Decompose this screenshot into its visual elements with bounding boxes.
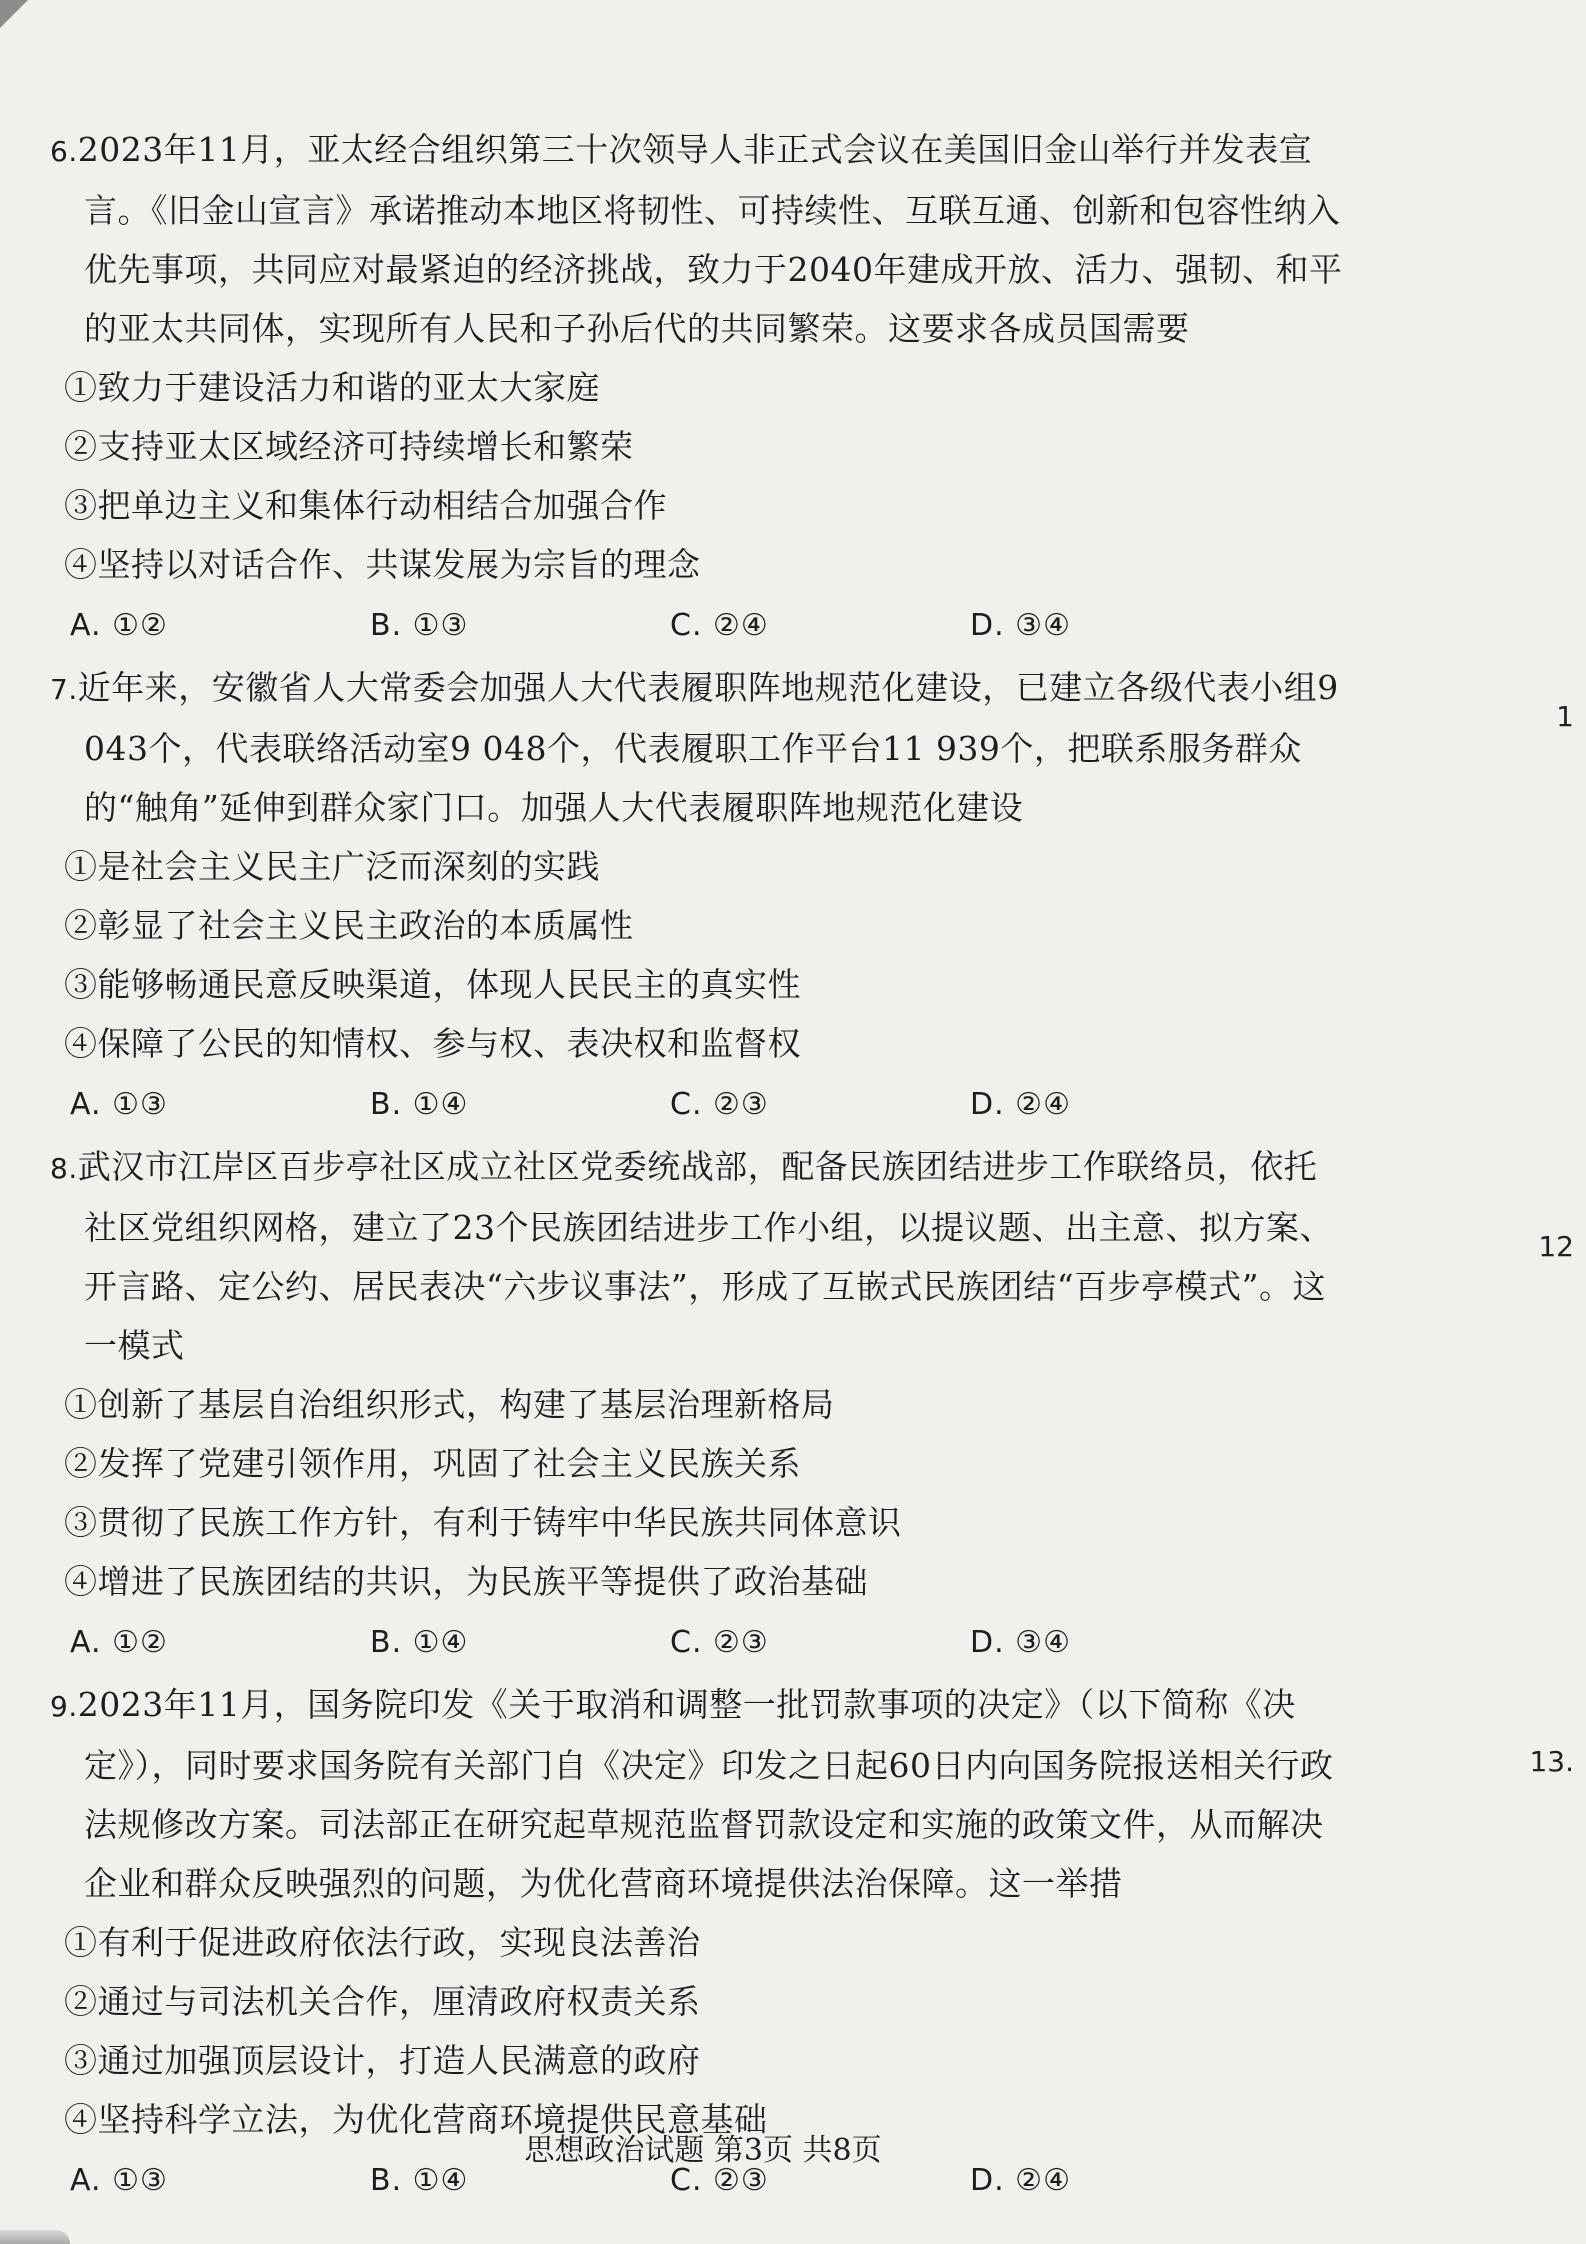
question-6 (50, 120, 1350, 656)
option-1: ①创新了基层自治组织形式，构建了基层治理新格局 (64, 1385, 835, 1424)
option-1: ①致力于建设活力和谐的亚太大家庭 (64, 368, 600, 407)
choice-c[interactable]: C. ②③ (670, 1086, 769, 1122)
option-4: ④坚持以对话合作、共谋发展为宗旨的理念 (64, 545, 701, 584)
option-2: ②发挥了党建引领作用，巩固了社会主义民族关系 (64, 1444, 801, 1483)
choice-a[interactable]: A. ①③ (70, 2162, 168, 2198)
question-number: 7. (50, 673, 78, 706)
option-2: ②通过与司法机关合作，厘清政府权责关系 (64, 1982, 701, 2021)
choice-c[interactable]: C. ②④ (670, 607, 769, 643)
option-1: ①是社会主义民主广泛而深刻的实践 (64, 847, 600, 886)
question-number: 8. (50, 1152, 78, 1185)
answer-choices (50, 1073, 1350, 1135)
question-8 (50, 1137, 1350, 1673)
exam-page (50, 120, 1350, 2213)
next-column-mark: 13. (1529, 1745, 1574, 1778)
question-text: 2023年11月，亚太经合组织第三十次领导人非正式会议在美国旧金山举行并发表宣言。《旧金山宣言》承诺推动本地区将韧性、可持续性、互联互通、创新和包容性纳入优先事项，共同应对最紧迫的经济挑战，致力于2040年建成开放、活力、强韧、和平的亚太共同体，实现所有人民和子孙后代的共同繁荣。这要求各成员国需要 (77, 130, 1343, 348)
choice-a[interactable]: A. ①② (70, 607, 168, 643)
question-text: 近年来，安徽省人大常委会加强人大代表履职阵地规范化建设，已建立各级代表小组9 043个，代表联络活动室9 048个，代表履职工作平台11 939个，把联系服务群众的“触角”延伸到群众家门口。加强人大代表履职阵地规范化建设 (77, 668, 1339, 827)
page-footer: 思想政治试题 第3页 共8页 (524, 2133, 882, 2168)
question-number: 6. (50, 135, 78, 168)
question-stem (50, 1675, 1350, 1913)
page-corner-shadow (0, 2230, 70, 2244)
choice-d[interactable]: D. ③④ (970, 607, 1071, 643)
question-stem (50, 1137, 1350, 1375)
choice-b[interactable]: B. ①④ (370, 1624, 469, 1660)
question-text: 2023年11月，国务院印发《关于取消和调整一批罚款事项的决定》（以下简称《决定》），同时要求国务院有关部门自《决定》印发之日起60日内向国务院报送相关行政法规修改方案。司法部正在研究起草规范监督罚款设定和实施的政策文件，从而解决企业和群众反映强烈的问题，为优化营商环境提供法治保障。这一举措 (77, 1685, 1334, 1903)
page-corner-fold (0, 0, 28, 28)
choice-b[interactable]: B. ①④ (370, 1086, 469, 1122)
choice-b[interactable]: B. ①④ (370, 2162, 469, 2198)
option-1: ①有利于促进政府依法行政，实现良法善治 (64, 1923, 701, 1962)
choice-d[interactable]: D. ②④ (970, 1086, 1071, 1122)
option-2: ②彰显了社会主义民主政治的本质属性 (64, 906, 634, 945)
choice-c[interactable]: C. ②③ (670, 1624, 769, 1660)
next-column-mark: 1 (1556, 700, 1574, 733)
choice-a[interactable]: A. ①③ (70, 1086, 168, 1122)
option-4: ④坚持科学立法，为优化营商环境提供民意基础 (64, 2100, 768, 2139)
option-3: ③能够畅通民意反映渠道，体现人民民主的真实性 (64, 965, 801, 1004)
next-column-mark: 12 (1538, 1230, 1574, 1263)
option-3: ③贯彻了民族工作方针，有利于铸牢中华民族共同体意识 (64, 1503, 902, 1542)
option-3: ③把单边主义和集体行动相结合加强合作 (64, 486, 667, 525)
question-number: 9. (50, 1690, 78, 1723)
option-2: ②支持亚太区域经济可持续增长和繁荣 (64, 427, 634, 466)
option-4: ④保障了公民的知情权、参与权、表决权和监督权 (64, 1024, 801, 1063)
choice-b[interactable]: B. ①③ (370, 607, 469, 643)
question-text: 武汉市江岸区百步亭社区成立社区党委统战部，配备民族团结进步工作联络员，依托社区党组织网格，建立了23个民族团结进步工作小组，以提议题、出主意、拟方案、开言路、定公约、居民表决“六步议事法”，形成了互嵌式民族团结“百步亭模式”。这一模式 (77, 1147, 1333, 1365)
choice-a[interactable]: A. ①② (70, 1624, 168, 1660)
answer-choices (50, 594, 1350, 656)
choice-d[interactable]: D. ②④ (970, 2162, 1071, 2198)
answer-choices (50, 1611, 1350, 1673)
question-stem (50, 120, 1350, 358)
option-4: ④增进了民族团结的共识，为民族平等提供了政治基础 (64, 1562, 868, 1601)
choice-d[interactable]: D. ③④ (970, 1624, 1071, 1660)
question-stem (50, 658, 1350, 837)
option-3: ③通过加强顶层设计，打造人民满意的政府 (64, 2041, 701, 2080)
choice-c[interactable]: C. ②③ (670, 2162, 769, 2198)
question-7 (50, 658, 1350, 1135)
